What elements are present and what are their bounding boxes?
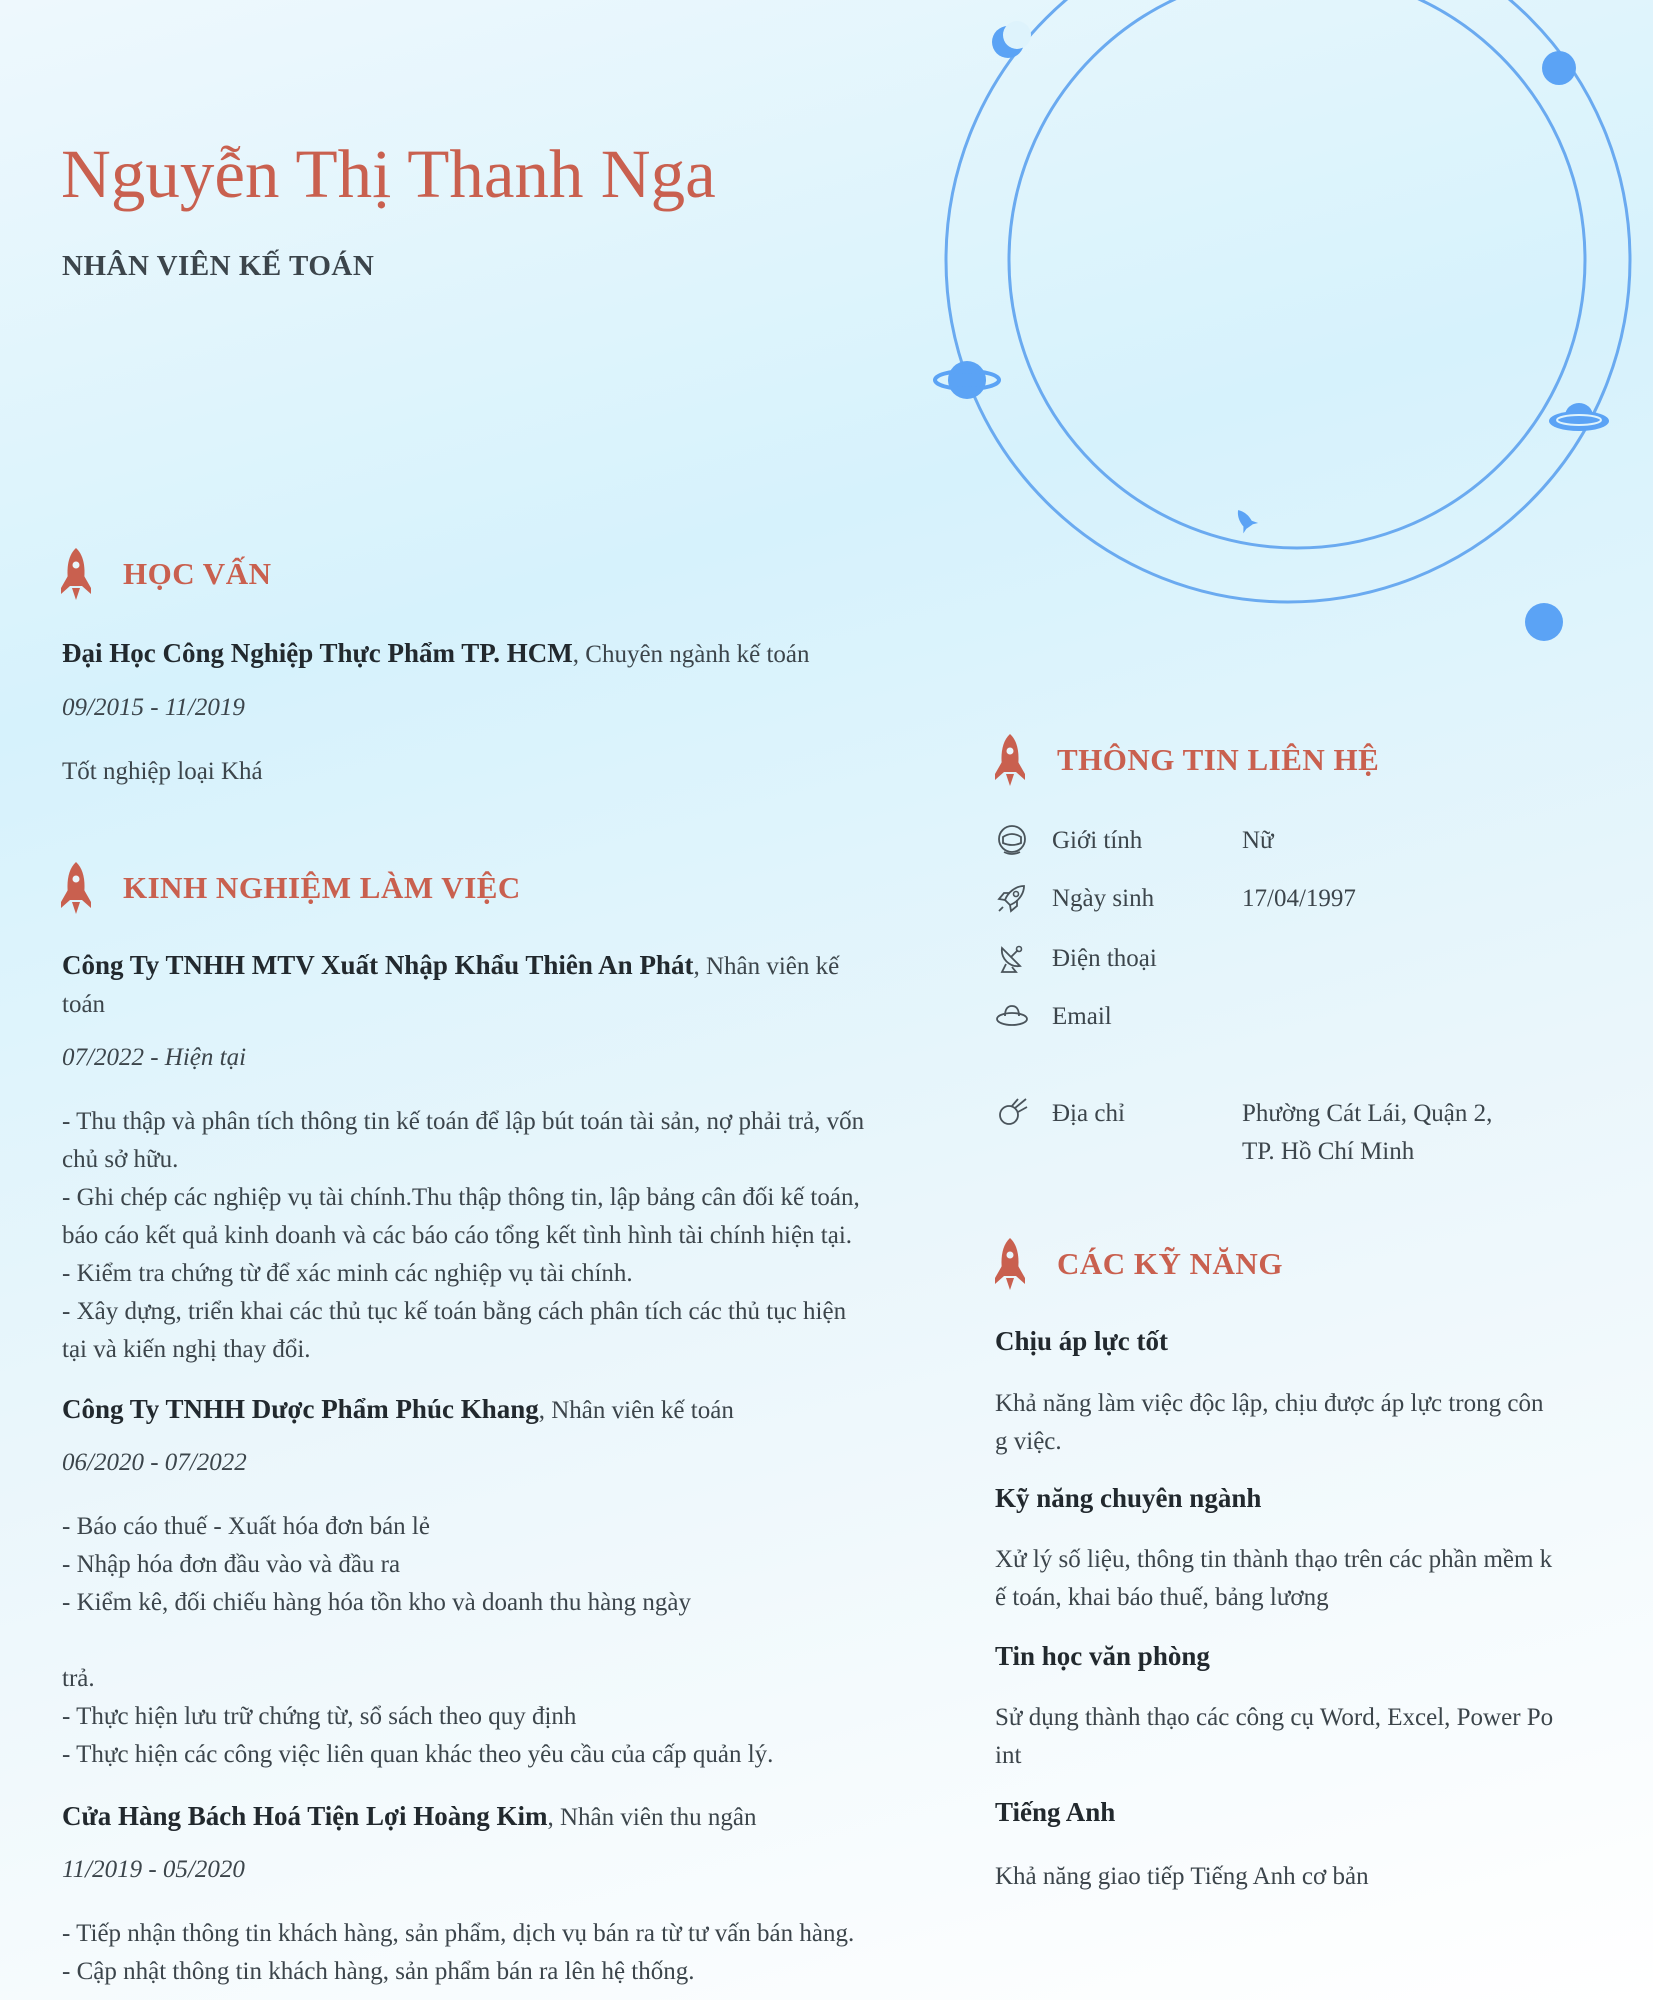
job-1-line: - Xây dựng, triển khai các thủ tục kế toán bằng cách phân tích các thủ tục hiện [62, 1298, 847, 1325]
moon-icon [992, 21, 1031, 58]
saturn-icon [935, 361, 999, 399]
job-1-header [62, 946, 932, 1024]
experience-section-header [61, 862, 521, 914]
skill-description [995, 1858, 1615, 1896]
contact-section-header [995, 734, 1379, 786]
contact-row-phone [994, 940, 1532, 978]
job-1-company: Công Ty TNHH MTV Xuất Nhập Khẩu Thiên An Phát [62, 950, 694, 980]
job-2-line: - Thực hiện các công việc liên quan khác theo yêu cầu của cấp quản lý. [62, 1741, 774, 1768]
contact-value [1242, 1095, 1532, 1171]
job-1-line: báo cáo kết quả kinh doanh và các báo cáo tổng kết tình hình tài chính hiện tại. [62, 1222, 853, 1249]
education-note: Tốt nghiệp loại Khá [62, 758, 263, 785]
contact-row-email [994, 998, 1532, 1036]
skill-name: Tiếng Anh [995, 1797, 1116, 1827]
contact-value: 17/04/1997 [1242, 885, 1356, 912]
outer-orbit [946, 0, 1630, 602]
job-title: NHÂN VIÊN KẾ TOÁN [62, 250, 375, 282]
contact-label: Email [1052, 1003, 1112, 1030]
astronaut-helmet-icon [994, 822, 1030, 858]
job-1-role: , Nhân viên kế [693, 953, 840, 980]
rocket-icon [995, 734, 1025, 786]
planet-bottom-right [1525, 603, 1563, 641]
contact-row-address [994, 1095, 1532, 1171]
job-3-role: , Nhân viên thu ngân [547, 1804, 757, 1831]
rocket-outline-icon [994, 880, 1030, 916]
job-2-role: , Nhân viên kế toán [538, 1397, 734, 1424]
contact-value: Nữ [1242, 827, 1274, 854]
job-3-line: - Cập nhật thông tin khách hàng, sản phẩm bán ra lên hệ thống. [62, 1958, 695, 1985]
contact-label: Địa chỉ [1052, 1100, 1125, 1127]
school-name: Đại Học Công Nghiệp Thực Phẩm TP. HCM [62, 638, 573, 668]
job-3-company: Cửa Hàng Bách Hoá Tiện Lợi Hoàng Kim [62, 1801, 548, 1831]
satellite-dish-icon [994, 940, 1030, 976]
job-2-line: - Báo cáo thuế - Xuất hóa đơn bán lẻ [62, 1513, 430, 1540]
planet-top-right [1542, 51, 1576, 85]
skill-desc-line: Khả năng giao tiếp Tiếng Anh cơ bản [995, 1863, 1369, 1890]
job-1-period: 07/2022 - Hiện tại [62, 1044, 247, 1071]
contact-label: Giới tính [1052, 827, 1143, 854]
rocket-icon [995, 1238, 1025, 1290]
job-2-line: - Kiểm kê, đối chiếu hàng hóa tồn kho và doanh thu hàng ngày [62, 1589, 692, 1616]
skill-desc-line: int [995, 1742, 1022, 1769]
job-1-line: chủ sở hữu. [62, 1146, 179, 1173]
experience-title: KINH NGHIỆM LÀM VIỆC [123, 870, 521, 905]
ufo-icon [994, 998, 1030, 1034]
job-2-line: trả. [62, 1665, 95, 1692]
job-1-description [62, 1103, 942, 1369]
skill-desc-line: g việc. [995, 1428, 1062, 1455]
skill-desc-line: Xử lý số liệu, thông tin thành thạo trên các phần mềm k [995, 1546, 1553, 1573]
skill-desc-line: ế toán, khai báo thuế, bảng lương [995, 1584, 1329, 1611]
education-period: 09/2015 - 11/2019 [62, 694, 245, 721]
job-2-header [62, 1390, 932, 1430]
job-3-description [62, 1915, 942, 1991]
job-2-description-a [62, 1508, 942, 1622]
contact-label: Ngày sinh [1052, 885, 1155, 912]
small-rocket-icon [1231, 505, 1258, 533]
orbit-decoration [900, 0, 1653, 700]
rocket-icon [61, 548, 91, 600]
job-2-description-b [62, 1660, 942, 1774]
job-1-line: - Thu thập và phân tích thông tin kế toán để lập bút toán tài sản, nợ phải trả, vốn [62, 1108, 865, 1135]
contact-title: THÔNG TIN LIÊN HỆ [1057, 742, 1380, 777]
contact-label: Điện thoại [1052, 945, 1157, 972]
skill-desc-line: Sử dụng thành thạo các công cụ Word, Excel, Power Po [995, 1704, 1554, 1731]
inner-orbit [1009, 0, 1585, 548]
contact-row-gender [994, 822, 1532, 860]
rocket-icon [61, 862, 91, 914]
job-3-line: - Tiếp nhận thông tin khách hàng, sản phẩm, dịch vụ bán ra từ tư vấn bán hàng. [62, 1920, 855, 1947]
skill-description [995, 1385, 1615, 1461]
candidate-name: Nguyễn Thị Thanh Nga [61, 136, 716, 212]
address-line: Phường Cát Lái, Quận 2, [1242, 1100, 1493, 1127]
job-1-line: - Ghi chép các nghiệp vụ tài chính.Thu thập thông tin, lập bảng cân đối kế toán, [62, 1184, 860, 1211]
contact-row-birthday [994, 880, 1532, 918]
education-title: HỌC VẤN [123, 556, 272, 591]
job-2-period: 06/2020 - 07/2022 [62, 1449, 247, 1476]
job-1-line: - Kiểm tra chứng từ để xác minh các nghiệp vụ tài chính. [62, 1260, 633, 1287]
job-1-line: tại và kiến nghị thay đổi. [62, 1336, 311, 1363]
job-3-header [62, 1797, 932, 1837]
education-school-line [62, 634, 922, 674]
skill-desc-line: Khả năng làm việc độc lập, chịu được áp lực trong côn [995, 1390, 1544, 1417]
skill-name: Tin học văn phòng [995, 1641, 1210, 1671]
job-1-role-cont: toán [62, 991, 106, 1018]
school-major: , Chuyên ngành kế toán [572, 641, 810, 668]
skill-description [995, 1541, 1615, 1617]
job-3-period: 11/2019 - 05/2020 [62, 1856, 245, 1883]
skill-name: Chịu áp lực tốt [995, 1326, 1168, 1356]
job-2-line: - Nhập hóa đơn đầu vào và đầu ra [62, 1551, 401, 1578]
job-2-company: Công Ty TNHH Dược Phẩm Phúc Khang [62, 1394, 539, 1424]
skills-section-header [995, 1238, 1283, 1290]
skill-description [995, 1699, 1615, 1775]
education-section-header [61, 548, 271, 600]
skill-name: Kỹ năng chuyên ngành [995, 1483, 1262, 1513]
address-line: TP. Hồ Chí Minh [1242, 1138, 1415, 1165]
skills-title: CÁC KỸ NĂNG [1057, 1246, 1283, 1281]
job-2-line: - Thực hiện lưu trữ chứng từ, sổ sách theo quy định [62, 1703, 577, 1730]
ufo-decoration-icon [1549, 403, 1609, 431]
comet-icon [994, 1095, 1030, 1131]
